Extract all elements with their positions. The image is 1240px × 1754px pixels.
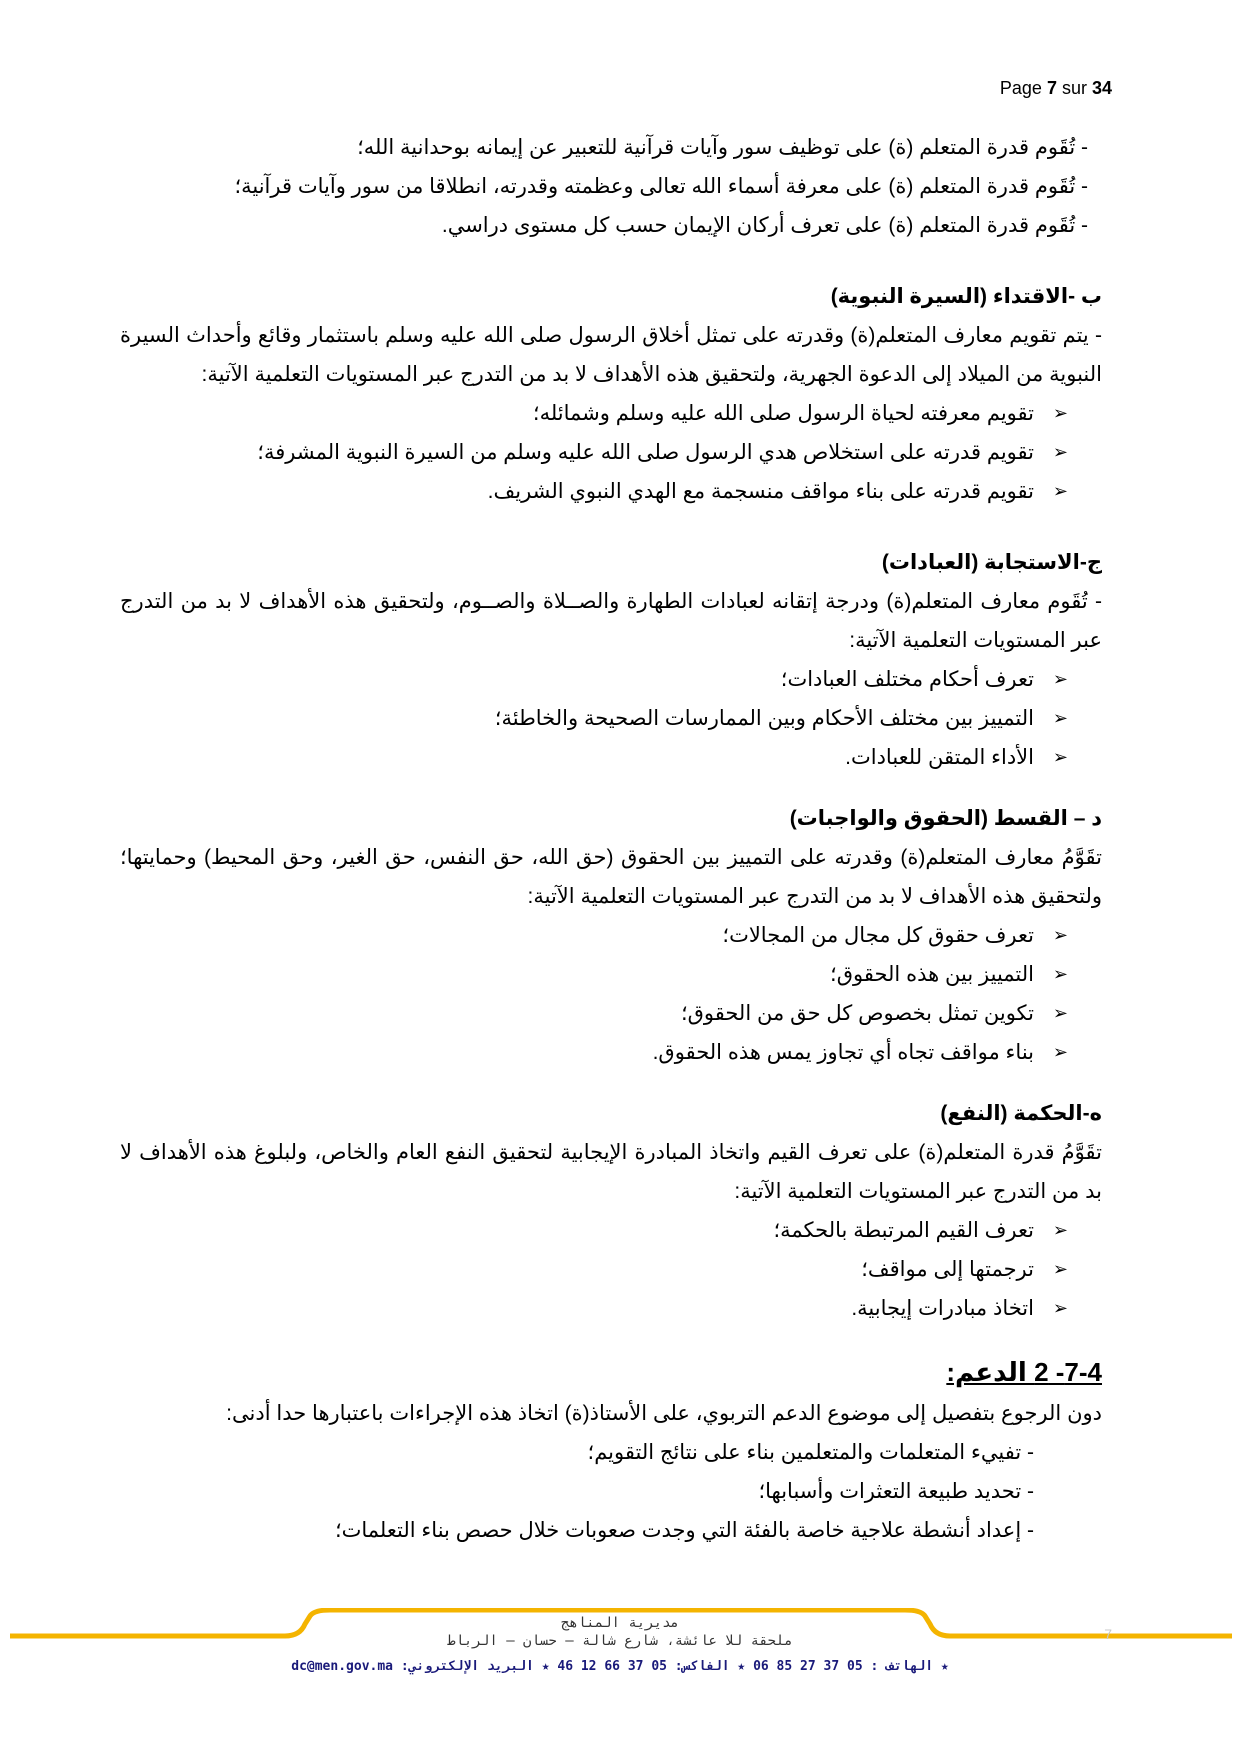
support-heading: 7-4- 2 الدعم:: [946, 1357, 1102, 1387]
section-b-list: [120, 394, 1102, 511]
section-c-paragraph: - تُقَوم معارف المتعلم(ة) ودرجة إتقانه لعبادات الطهارة والصــلاة والصــوم، ولتحقيق هذه الأهداف لا بد من التدرج عبر المستويات التعلمية الآتية:: [120, 590, 1102, 652]
list-item: ➢ ترجمتها إلى مواقف؛: [120, 1250, 1034, 1289]
list-item: ➢ تعرف حقوق كل مجال من المجالات؛: [120, 916, 1034, 955]
section-e-paragraph: تقَوَّمُ قدرة المتعلم(ة) على تعرف القيم واتخاذ المبادرة الإيجابية لتحقيق النفع العام والخاص، ولبلوغ هذه الأهداف لا بد من التدرج عبر المستويات التعلمية الآتية:: [120, 1141, 1102, 1203]
list-item: ➢ اتخاذ مبادرات إيجابية.: [120, 1289, 1034, 1328]
arrow-bullet-icon: ➢: [1052, 442, 1068, 462]
section-d-list: [120, 916, 1102, 1072]
section-c-list: [120, 660, 1102, 777]
intro-list: [120, 128, 1102, 245]
document-body: [120, 128, 1102, 1550]
list-item: ➢ التمييز بين هذه الحقوق؛: [120, 955, 1034, 994]
list-item: ➢ التمييز بين مختلف الأحكام وبين الممارسات الصحيحة والخاطئة؛: [120, 699, 1034, 738]
list-item: ➢ تعرف القيم المرتبطة بالحكمة؛: [120, 1211, 1034, 1250]
arrow-bullet-icon: ➢: [1052, 1220, 1068, 1240]
footer-directorate: مديرية المناهج: [560, 1615, 679, 1631]
support-list: [120, 1433, 1102, 1550]
page-footer: [0, 1614, 1240, 1676]
arrow-bullet-icon: ➢: [1052, 925, 1068, 945]
arrow-bullet-icon: ➢: [1052, 403, 1068, 423]
arrow-bullet-icon: ➢: [1052, 1259, 1068, 1279]
arrow-bullet-icon: ➢: [1052, 964, 1068, 984]
arrow-bullet-icon: ➢: [1052, 481, 1068, 501]
list-item: - إعداد أنشطة علاجية خاصة بالفئة التي وجدت صعوبات خلال حصص بناء التعلمات؛: [334, 1519, 1034, 1542]
arrow-bullet-icon: ➢: [1052, 1042, 1068, 1062]
arrow-bullet-icon: ➢: [1052, 747, 1068, 767]
intro-line-3: - تُقَوم قدرة المتعلم (ة) على تعرف أركان الإيمان حسب كل مستوى دراسي.: [441, 214, 1088, 237]
intro-line-2: - تُقَوم قدرة المتعلم (ة) على معرفة أسماء الله تعالى وعظمته وقدرته، انطلاقا من سور وآيات قرآنية؛: [234, 175, 1088, 198]
footer-page-mark: 7: [1104, 1626, 1112, 1642]
section-d-paragraph: تقَوَّمُ معارف المتعلم(ة) وقدرته على التمييز بين الحقوق (حق الله، حق النفس، حق الغير، وحق المحيط) وحمايتها؛ ولتحقيق هذه الأهداف لا بد من التدرج عبر المستويات التعلمية الآتية:: [120, 846, 1102, 908]
list-item: ➢ تقويم قدرته على بناء مواقف منسجمة مع الهدي النبوي الشريف.: [120, 472, 1034, 511]
list-item: ➢ الأداء المتقن للعبادات.: [120, 738, 1034, 777]
list-item: - تحديد طبيعة التعثرات وأسبابها؛: [758, 1480, 1034, 1503]
arrow-bullet-icon: ➢: [1052, 708, 1068, 728]
footer-contact: ★ الهاتف : 05 37 27 85 06 ★ الفاكس: 05 37 66 12 46 ★ البريد الإلكتروني: dc@men.gov.ma: [291, 1659, 949, 1674]
list-item: ➢ تكوين تمثل بخصوص كل حق من الحقوق؛: [120, 994, 1034, 1033]
list-item: ➢ تعرف أحكام مختلف العبادات؛: [120, 660, 1034, 699]
intro-line-1: - تُقَوم قدرة المتعلم (ة) على توظيف سور وآيات قرآنية للتعبير عن إيمانه بوحدانية الله؛: [357, 136, 1088, 159]
list-item: - تفييء المتعلمات والمتعلمين بناء على نتائج التقويم؛: [587, 1441, 1034, 1464]
section-d-heading: د – القسط (الحقوق والواجبات): [789, 807, 1102, 830]
section-e-list: [120, 1211, 1102, 1328]
section-b-paragraph: - يتم تقويم معارف المتعلم(ة) وقدرته على تمثل أخلاق الرسول صلى الله عليه وسلم باستثمار وقائع وأحداث السيرة النبوية من الميلاد إلى الدعوة الجهرية، ولتحقيق هذه الأهداف لا بد من التدرج عبر المستويات التعلمية الآتية:: [120, 324, 1102, 386]
arrow-bullet-icon: ➢: [1052, 669, 1068, 689]
arrow-bullet-icon: ➢: [1052, 1003, 1068, 1023]
footer-address: ملحقة للا عائشة، شارع شالة – حسان – الرباط: [447, 1633, 793, 1649]
section-e-heading: ه-الحكمة (النفع): [940, 1102, 1102, 1125]
section-b-heading: ب -الاقتداء (السيرة النبوية): [830, 285, 1102, 308]
support-paragraph: دون الرجوع بتفصيل إلى موضوع الدعم التربوي، على الأستاذ(ة) اتخاذ هذه الإجراءات باعتبارها حدا أدنى:: [226, 1402, 1102, 1425]
section-c-heading: ج-الاستجابة (العبادات): [881, 551, 1102, 574]
list-item: ➢ بناء مواقف تجاه أي تجاوز يمس هذه الحقوق.: [120, 1033, 1034, 1072]
arrow-bullet-icon: ➢: [1052, 1298, 1068, 1318]
list-item: ➢ تقويم معرفته لحياة الرسول صلى الله عليه وسلم وشمائله؛: [120, 394, 1034, 433]
page-number: Page 7 sur 34: [999, 78, 1112, 98]
list-item: ➢ تقويم قدرته على استخلاص هدي الرسول صلى الله عليه وسلم من السيرة النبوية المشرفة؛: [120, 433, 1034, 472]
